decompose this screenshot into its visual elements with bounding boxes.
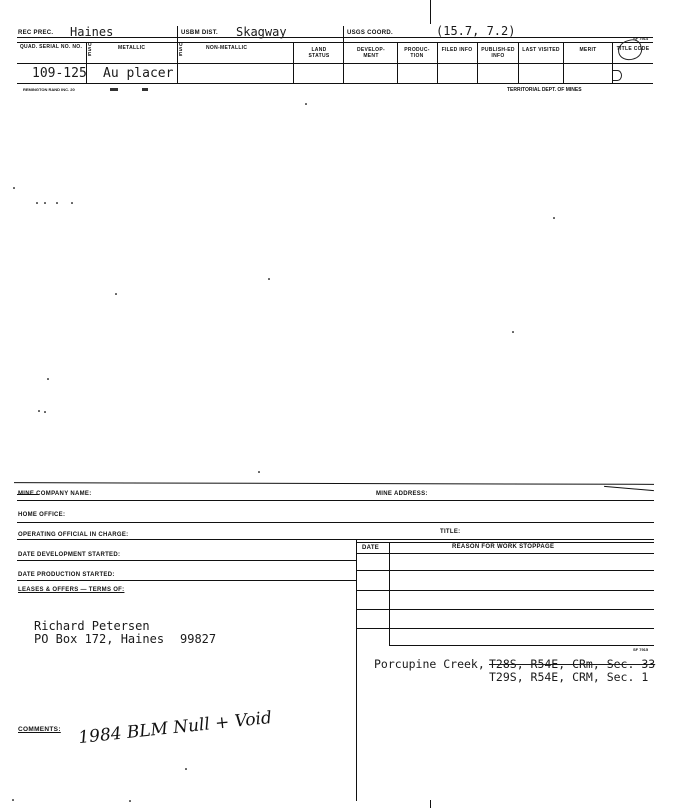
table-date-divider [389, 542, 390, 645]
bottom-tick-line [430, 800, 431, 808]
header-second-rule [17, 42, 653, 43]
speck [36, 202, 38, 204]
divider-v [437, 42, 438, 83]
usbm-dist-label: USBM DIST. [181, 30, 219, 36]
table-rule [356, 628, 654, 629]
table-rule [356, 609, 654, 610]
corner-form-number: SF 7914 [633, 36, 649, 41]
top-tick-line [430, 0, 431, 24]
col-merit: MERIT [579, 47, 597, 53]
owner-zip: 99827 [180, 632, 217, 646]
speck [258, 471, 260, 473]
divider-v [397, 42, 398, 83]
divider-v [177, 26, 178, 83]
form-top-rule [14, 482, 654, 485]
table-rule [356, 553, 654, 554]
form-rule [17, 580, 356, 581]
table-rule [356, 570, 654, 571]
form-rule [356, 542, 654, 543]
table-left-border [356, 539, 357, 801]
header-columns-rule [17, 63, 653, 64]
bottom-form-number: SF 7915 [633, 647, 649, 652]
form-rule [17, 500, 654, 501]
handwritten-comment: 1984 BLM Null + Void [77, 707, 273, 749]
record-metallic: Au placer [103, 66, 174, 81]
location-legal: T29S, R54E, CRM, Sec. 1 [489, 670, 649, 684]
col-development: DEVELOP-MENT [357, 47, 385, 59]
usgs-coord-label: USGS COORD. [347, 30, 393, 36]
speck [13, 187, 15, 189]
col-use-1: U S E [88, 42, 92, 58]
operating-official-label: OPERATING OFFICIAL IN CHARGE: [18, 532, 129, 538]
date-column-header: DATE [362, 545, 380, 551]
speck [12, 799, 14, 801]
speck [115, 293, 117, 295]
reason-column-header: REASON FOR WORK STOPPAGE [452, 544, 555, 550]
territorial-dept: TERRITORIAL DEPT. OF MINES [507, 87, 582, 93]
label-strikethrough [17, 494, 39, 495]
location-struck-legal: T28S, R54E, CRm, Sec. 33 [489, 657, 656, 671]
leases-offers-label: LEASES & OFFERS — TERMS OF: [18, 587, 125, 593]
usgs-coord-value: (15.7, 7.2) [436, 24, 516, 38]
col-last-visited: LAST VISITED [522, 47, 560, 53]
record-serial: 109-125 [32, 66, 87, 81]
rec-prec-value: Haines [70, 25, 114, 39]
usbm-dist-value: Skagway [236, 25, 287, 39]
location-prefix: Porcupine Creek, [374, 657, 485, 671]
mine-company-name-label: MINE COMPANY NAME: [18, 491, 92, 497]
comments-label: COMMENTS: [18, 726, 61, 733]
speck [553, 217, 555, 219]
col-land-status: LAND STATUS [308, 47, 330, 59]
printer-imprint: REMINGTON RAND INC. 20 [23, 87, 75, 92]
date-production-label: DATE PRODUCTION STARTED: [18, 572, 115, 578]
imprint-block [110, 88, 118, 91]
col-metallic: METALLIC [118, 45, 146, 51]
speck [305, 103, 307, 105]
speck [38, 410, 40, 412]
form-rule [17, 522, 654, 523]
pen-stroke [604, 486, 654, 491]
divider-v [518, 42, 519, 83]
col-quad-serial: QUAD. SERIAL NO. NO. [19, 44, 83, 50]
speck [512, 331, 514, 333]
speck [185, 768, 187, 770]
speck [71, 202, 73, 204]
col-filed-info: FILED INFO [441, 47, 473, 53]
divider-v [563, 42, 564, 83]
divider-v [293, 42, 294, 83]
header-bottom-rule [17, 83, 653, 84]
speck [44, 411, 46, 413]
speck [47, 378, 49, 380]
divider-v [477, 42, 478, 83]
rec-prec-label: REC PREC. [18, 30, 54, 36]
speck [56, 202, 58, 204]
speck [44, 202, 46, 204]
imprint-block [142, 88, 148, 91]
col-non-metallic: NON-METALLIC [206, 45, 248, 51]
divider-v [343, 26, 344, 83]
col-published-info: PUBLISH-ED INFO [481, 47, 515, 59]
col-use-2: U S E [179, 42, 183, 58]
owner-name: Richard Petersen [34, 619, 150, 633]
owner-address: PO Box 172, Haines [34, 632, 165, 646]
merit-mark-icon [613, 70, 622, 81]
speck [129, 800, 131, 802]
form-rule [17, 539, 654, 540]
speck [268, 278, 270, 280]
table-rule [389, 645, 654, 646]
form-rule [17, 560, 356, 561]
home-office-label: HOME OFFICE: [18, 512, 66, 518]
col-production: PRODUC-TION [404, 47, 430, 59]
table-rule [356, 590, 654, 591]
date-development-label: DATE DEVELOPMENT STARTED: [18, 552, 121, 558]
mine-address-label: MINE ADDRESS: [376, 491, 428, 497]
col-title-code: TITLE CODE [616, 46, 650, 52]
title-label: TITLE: [440, 529, 461, 535]
